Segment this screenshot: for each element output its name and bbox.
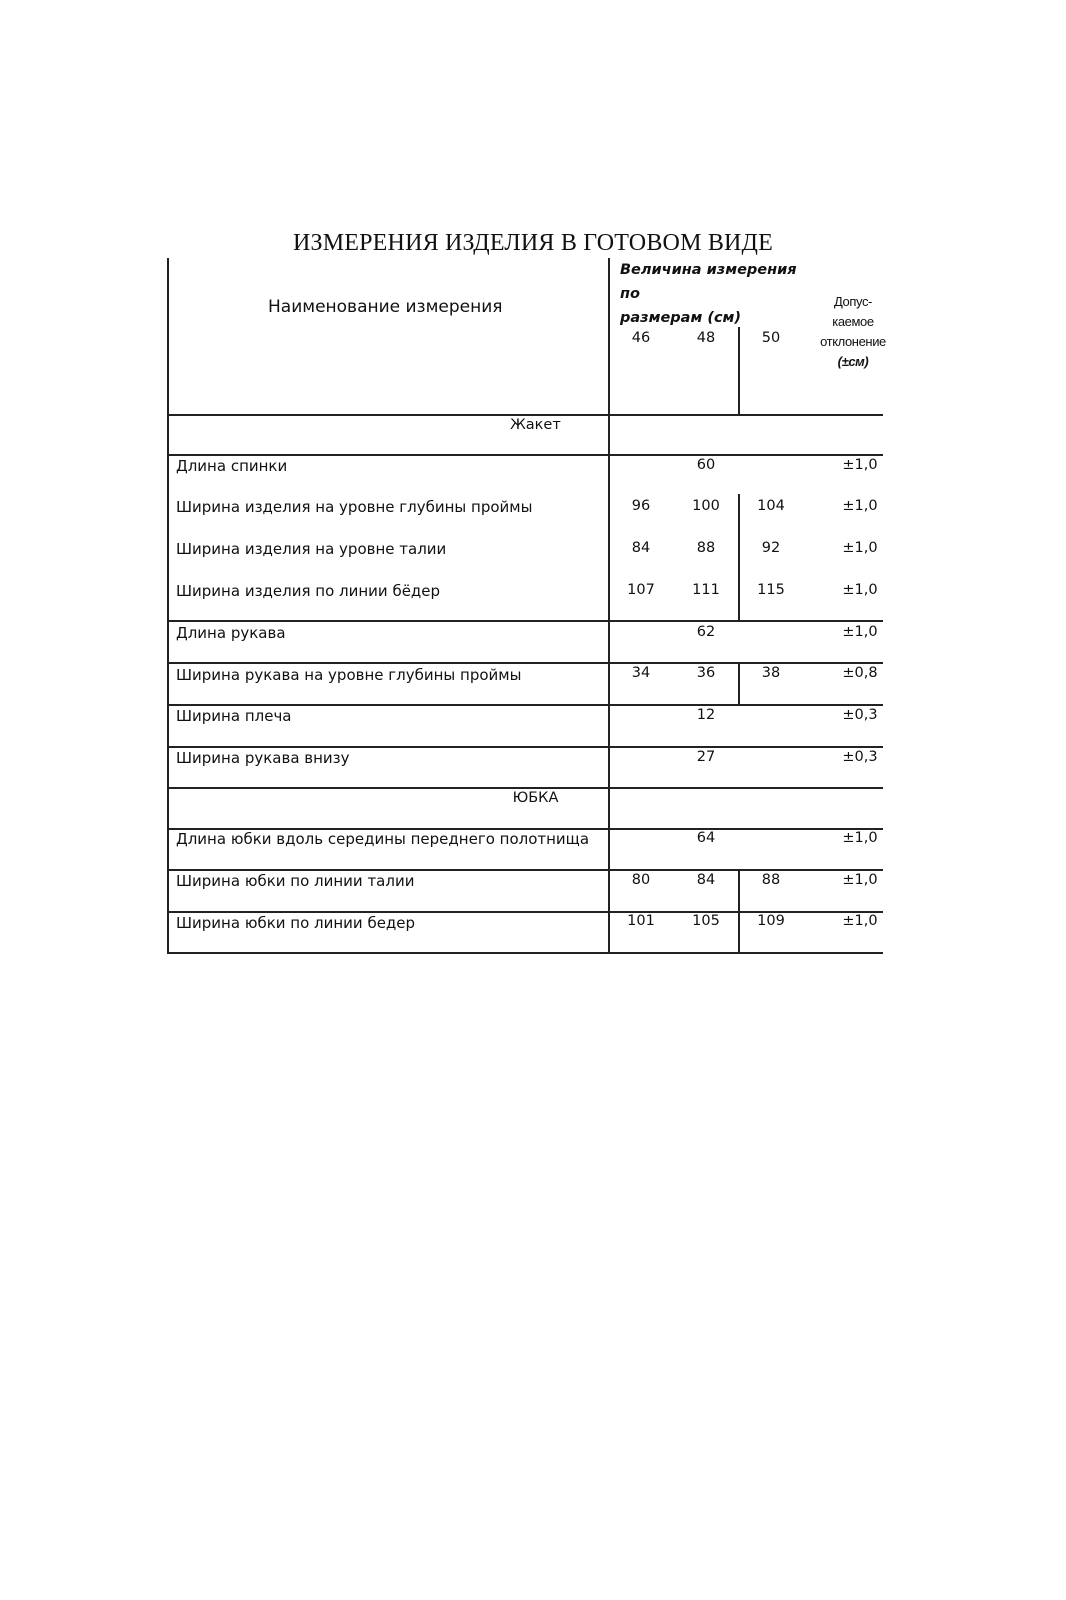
row-value: 88 (761, 872, 781, 888)
document-title: ИЗМЕРЕНИЯ ИЗДЕЛИЯ В ГОТОВОМ ВИДЕ (292, 230, 773, 256)
row-divider (167, 662, 883, 664)
row-value: 64 (696, 830, 716, 846)
row-value: 96 (631, 498, 651, 514)
row-divider (167, 620, 883, 622)
row-tolerance: ±1,0 (842, 913, 878, 929)
section-label-jacket: Жакет (510, 417, 561, 433)
row-value: 111 (692, 582, 720, 598)
row-divider (167, 869, 883, 871)
size-group-line-2: размерам (см) (620, 310, 742, 326)
row-tolerance: ±1,0 (842, 830, 878, 846)
row-tolerance: ±1,0 (842, 498, 878, 514)
row-name: Ширина юбки по линии бедер (176, 914, 416, 932)
row-name: Ширина плеча (176, 707, 292, 725)
header-bottom-line (167, 414, 883, 416)
row-value: 92 (761, 540, 781, 556)
size-header-48: 48 (696, 330, 716, 346)
size-divider-jacket-2 (738, 662, 740, 704)
size-header-46: 46 (631, 330, 651, 346)
row-tolerance: ±0,3 (842, 707, 878, 723)
row-value: 100 (692, 498, 720, 514)
row-value: 107 (627, 582, 655, 598)
row-value: 104 (757, 498, 785, 514)
row-tolerance: ±0,8 (842, 665, 878, 681)
row-value: 109 (757, 913, 785, 929)
row-value: 60 (696, 457, 716, 473)
size-divider-jacket-1 (738, 494, 740, 621)
row-tolerance: ±1,0 (842, 872, 878, 888)
row-value: 80 (631, 872, 651, 888)
row-name: Ширина изделия по линии бёдер (176, 582, 441, 600)
row-name: Ширина изделия на уровне глубины проймы (176, 498, 533, 516)
section-label-skirt: ЮБКА (512, 790, 559, 806)
tolerance-header-line: (±см) (837, 354, 869, 369)
size-group-line-1: Величина измерения по (620, 262, 797, 302)
tolerance-header (816, 292, 890, 372)
row-value: 34 (631, 665, 651, 681)
row-name: Длина спинки (176, 457, 288, 475)
row-name: Ширина юбки по линии талии (176, 872, 415, 890)
row-value: 88 (696, 540, 716, 556)
row-value: 38 (761, 665, 781, 681)
row-value: 84 (631, 540, 651, 556)
header-size-divider (738, 327, 740, 416)
row-divider (167, 704, 883, 706)
row-divider (167, 787, 883, 789)
tolerance-header-line: отклонение (820, 334, 886, 349)
row-value: 27 (696, 749, 716, 765)
section-jacket-line (167, 454, 883, 456)
row-value: 84 (696, 872, 716, 888)
row-value: 101 (627, 913, 655, 929)
row-tolerance: ±1,0 (842, 457, 878, 473)
row-value: 115 (757, 582, 785, 598)
row-name: Ширина рукава на уровне глубины проймы (176, 666, 522, 684)
row-value: 12 (696, 707, 716, 723)
table-bottom-line (167, 952, 883, 954)
row-name: Ширина рукава внизу (176, 749, 350, 767)
row-divider (167, 746, 883, 748)
row-value: 62 (696, 624, 716, 640)
row-tolerance: ±1,0 (842, 540, 878, 556)
size-header-50: 50 (761, 330, 781, 346)
tolerance-header-line: каемое (832, 314, 874, 329)
row-tolerance: ±0,3 (842, 749, 878, 765)
size-group-header (620, 258, 810, 330)
row-name: Длина юбки вдоль середины переднего полотнища (176, 830, 590, 848)
tolerance-header-line: Допус- (833, 294, 872, 309)
name-column-divider (608, 258, 610, 954)
row-tolerance: ±1,0 (842, 624, 878, 640)
table-left-border (167, 258, 169, 954)
name-column-header: Наименование измерения (268, 297, 503, 317)
row-name: Длина рукава (176, 624, 286, 642)
row-tolerance: ±1,0 (842, 582, 878, 598)
row-value: 36 (696, 665, 716, 681)
row-value: 105 (692, 913, 720, 929)
row-name: Ширина изделия на уровне талии (176, 540, 447, 558)
